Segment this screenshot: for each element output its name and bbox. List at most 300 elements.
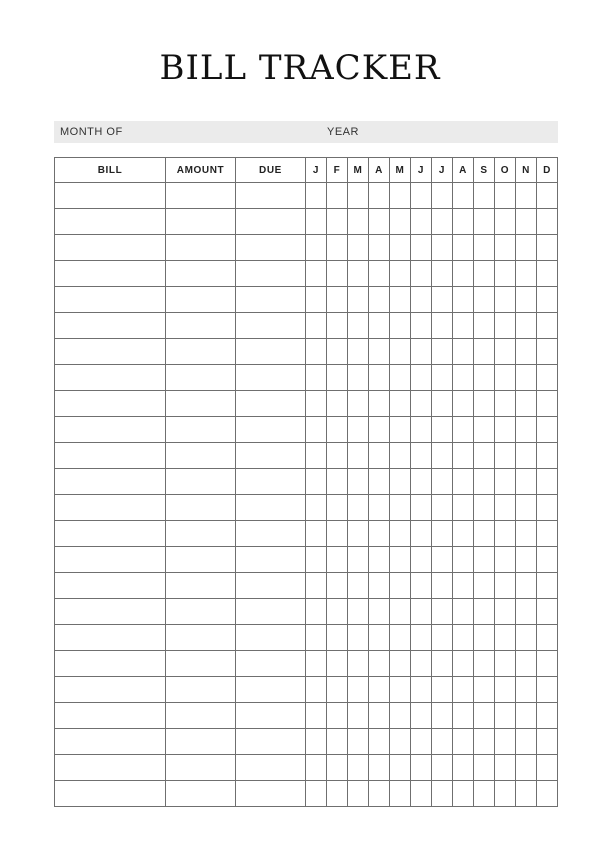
may-check-cell[interactable]: [390, 651, 411, 677]
feb-check-cell[interactable]: [327, 183, 348, 209]
jun-check-cell[interactable]: [411, 625, 432, 651]
due-cell[interactable]: [236, 365, 306, 391]
amount-cell[interactable]: [166, 287, 236, 313]
mar-check-cell[interactable]: [348, 313, 369, 339]
apr-check-cell[interactable]: [369, 521, 390, 547]
mar-check-cell[interactable]: [348, 495, 369, 521]
jan-check-cell[interactable]: [306, 599, 327, 625]
amount-cell[interactable]: [166, 261, 236, 287]
jun-check-cell[interactable]: [411, 365, 432, 391]
feb-check-cell[interactable]: [327, 339, 348, 365]
jun-check-cell[interactable]: [411, 183, 432, 209]
oct-check-cell[interactable]: [495, 339, 516, 365]
apr-check-cell[interactable]: [369, 573, 390, 599]
jun-check-cell[interactable]: [411, 573, 432, 599]
may-check-cell[interactable]: [390, 703, 411, 729]
feb-check-cell[interactable]: [327, 495, 348, 521]
jun-check-cell[interactable]: [411, 287, 432, 313]
nov-check-cell[interactable]: [516, 417, 537, 443]
sep-check-cell[interactable]: [474, 261, 495, 287]
nov-check-cell[interactable]: [516, 287, 537, 313]
nov-check-cell[interactable]: [516, 729, 537, 755]
aug-check-cell[interactable]: [453, 495, 474, 521]
feb-check-cell[interactable]: [327, 417, 348, 443]
amount-cell[interactable]: [166, 209, 236, 235]
bill-cell[interactable]: [55, 599, 166, 625]
bill-cell[interactable]: [55, 365, 166, 391]
mar-check-cell[interactable]: [348, 391, 369, 417]
jul-check-cell[interactable]: [432, 677, 453, 703]
jul-check-cell[interactable]: [432, 313, 453, 339]
amount-cell[interactable]: [166, 235, 236, 261]
jul-check-cell[interactable]: [432, 625, 453, 651]
jul-check-cell[interactable]: [432, 547, 453, 573]
feb-check-cell[interactable]: [327, 625, 348, 651]
may-check-cell[interactable]: [390, 339, 411, 365]
may-check-cell[interactable]: [390, 599, 411, 625]
may-check-cell[interactable]: [390, 183, 411, 209]
bill-cell[interactable]: [55, 547, 166, 573]
dec-check-cell[interactable]: [537, 391, 558, 417]
jul-check-cell[interactable]: [432, 573, 453, 599]
jul-check-cell[interactable]: [432, 651, 453, 677]
bill-cell[interactable]: [55, 651, 166, 677]
feb-check-cell[interactable]: [327, 677, 348, 703]
sep-check-cell[interactable]: [474, 391, 495, 417]
oct-check-cell[interactable]: [495, 755, 516, 781]
jan-check-cell[interactable]: [306, 443, 327, 469]
jan-check-cell[interactable]: [306, 677, 327, 703]
jun-check-cell[interactable]: [411, 677, 432, 703]
feb-check-cell[interactable]: [327, 313, 348, 339]
aug-check-cell[interactable]: [453, 677, 474, 703]
due-cell[interactable]: [236, 235, 306, 261]
aug-check-cell[interactable]: [453, 781, 474, 807]
jun-check-cell[interactable]: [411, 495, 432, 521]
aug-check-cell[interactable]: [453, 183, 474, 209]
jul-check-cell[interactable]: [432, 235, 453, 261]
amount-cell[interactable]: [166, 573, 236, 599]
apr-check-cell[interactable]: [369, 729, 390, 755]
aug-check-cell[interactable]: [453, 651, 474, 677]
jun-check-cell[interactable]: [411, 651, 432, 677]
due-cell[interactable]: [236, 781, 306, 807]
jul-check-cell[interactable]: [432, 521, 453, 547]
amount-cell[interactable]: [166, 625, 236, 651]
bill-cell[interactable]: [55, 755, 166, 781]
jan-check-cell[interactable]: [306, 547, 327, 573]
mar-check-cell[interactable]: [348, 547, 369, 573]
dec-check-cell[interactable]: [537, 469, 558, 495]
jun-check-cell[interactable]: [411, 209, 432, 235]
sep-check-cell[interactable]: [474, 625, 495, 651]
sep-check-cell[interactable]: [474, 599, 495, 625]
due-cell[interactable]: [236, 443, 306, 469]
dec-check-cell[interactable]: [537, 703, 558, 729]
sep-check-cell[interactable]: [474, 365, 495, 391]
may-check-cell[interactable]: [390, 235, 411, 261]
aug-check-cell[interactable]: [453, 339, 474, 365]
jun-check-cell[interactable]: [411, 391, 432, 417]
jan-check-cell[interactable]: [306, 287, 327, 313]
mar-check-cell[interactable]: [348, 573, 369, 599]
aug-check-cell[interactable]: [453, 209, 474, 235]
dec-check-cell[interactable]: [537, 417, 558, 443]
amount-cell[interactable]: [166, 443, 236, 469]
apr-check-cell[interactable]: [369, 599, 390, 625]
feb-check-cell[interactable]: [327, 547, 348, 573]
dec-check-cell[interactable]: [537, 443, 558, 469]
due-cell[interactable]: [236, 651, 306, 677]
dec-check-cell[interactable]: [537, 209, 558, 235]
jul-check-cell[interactable]: [432, 729, 453, 755]
jul-check-cell[interactable]: [432, 417, 453, 443]
oct-check-cell[interactable]: [495, 313, 516, 339]
jan-check-cell[interactable]: [306, 625, 327, 651]
may-check-cell[interactable]: [390, 287, 411, 313]
bill-cell[interactable]: [55, 391, 166, 417]
amount-cell[interactable]: [166, 703, 236, 729]
nov-check-cell[interactable]: [516, 495, 537, 521]
jul-check-cell[interactable]: [432, 391, 453, 417]
jun-check-cell[interactable]: [411, 547, 432, 573]
jan-check-cell[interactable]: [306, 495, 327, 521]
sep-check-cell[interactable]: [474, 651, 495, 677]
jan-check-cell[interactable]: [306, 755, 327, 781]
nov-check-cell[interactable]: [516, 183, 537, 209]
oct-check-cell[interactable]: [495, 261, 516, 287]
aug-check-cell[interactable]: [453, 703, 474, 729]
feb-check-cell[interactable]: [327, 755, 348, 781]
jun-check-cell[interactable]: [411, 781, 432, 807]
mar-check-cell[interactable]: [348, 521, 369, 547]
feb-check-cell[interactable]: [327, 391, 348, 417]
mar-check-cell[interactable]: [348, 365, 369, 391]
bill-cell[interactable]: [55, 417, 166, 443]
nov-check-cell[interactable]: [516, 209, 537, 235]
jun-check-cell[interactable]: [411, 599, 432, 625]
jun-check-cell[interactable]: [411, 339, 432, 365]
jul-check-cell[interactable]: [432, 365, 453, 391]
sep-check-cell[interactable]: [474, 339, 495, 365]
jan-check-cell[interactable]: [306, 365, 327, 391]
amount-cell[interactable]: [166, 339, 236, 365]
oct-check-cell[interactable]: [495, 391, 516, 417]
amount-cell[interactable]: [166, 651, 236, 677]
nov-check-cell[interactable]: [516, 339, 537, 365]
apr-check-cell[interactable]: [369, 261, 390, 287]
oct-check-cell[interactable]: [495, 209, 516, 235]
oct-check-cell[interactable]: [495, 521, 516, 547]
mar-check-cell[interactable]: [348, 469, 369, 495]
may-check-cell[interactable]: [390, 495, 411, 521]
jan-check-cell[interactable]: [306, 235, 327, 261]
jan-check-cell[interactable]: [306, 573, 327, 599]
mar-check-cell[interactable]: [348, 599, 369, 625]
bill-cell[interactable]: [55, 625, 166, 651]
year-label[interactable]: YEAR: [327, 126, 359, 138]
jun-check-cell[interactable]: [411, 755, 432, 781]
bill-cell[interactable]: [55, 729, 166, 755]
amount-cell[interactable]: [166, 729, 236, 755]
amount-cell[interactable]: [166, 417, 236, 443]
nov-check-cell[interactable]: [516, 235, 537, 261]
jun-check-cell[interactable]: [411, 235, 432, 261]
oct-check-cell[interactable]: [495, 417, 516, 443]
dec-check-cell[interactable]: [537, 261, 558, 287]
bill-cell[interactable]: [55, 469, 166, 495]
feb-check-cell[interactable]: [327, 729, 348, 755]
may-check-cell[interactable]: [390, 469, 411, 495]
jan-check-cell[interactable]: [306, 651, 327, 677]
oct-check-cell[interactable]: [495, 547, 516, 573]
due-cell[interactable]: [236, 677, 306, 703]
feb-check-cell[interactable]: [327, 781, 348, 807]
jan-check-cell[interactable]: [306, 729, 327, 755]
may-check-cell[interactable]: [390, 313, 411, 339]
jul-check-cell[interactable]: [432, 183, 453, 209]
amount-cell[interactable]: [166, 313, 236, 339]
aug-check-cell[interactable]: [453, 521, 474, 547]
may-check-cell[interactable]: [390, 677, 411, 703]
jan-check-cell[interactable]: [306, 417, 327, 443]
jul-check-cell[interactable]: [432, 469, 453, 495]
sep-check-cell[interactable]: [474, 573, 495, 599]
sep-check-cell[interactable]: [474, 183, 495, 209]
apr-check-cell[interactable]: [369, 469, 390, 495]
dec-check-cell[interactable]: [537, 365, 558, 391]
oct-check-cell[interactable]: [495, 495, 516, 521]
oct-check-cell[interactable]: [495, 235, 516, 261]
oct-check-cell[interactable]: [495, 573, 516, 599]
jul-check-cell[interactable]: [432, 209, 453, 235]
may-check-cell[interactable]: [390, 547, 411, 573]
bill-cell[interactable]: [55, 313, 166, 339]
dec-check-cell[interactable]: [537, 573, 558, 599]
apr-check-cell[interactable]: [369, 755, 390, 781]
mar-check-cell[interactable]: [348, 235, 369, 261]
jun-check-cell[interactable]: [411, 313, 432, 339]
nov-check-cell[interactable]: [516, 365, 537, 391]
jan-check-cell[interactable]: [306, 261, 327, 287]
jul-check-cell[interactable]: [432, 495, 453, 521]
bill-cell[interactable]: [55, 521, 166, 547]
mar-check-cell[interactable]: [348, 443, 369, 469]
feb-check-cell[interactable]: [327, 651, 348, 677]
feb-check-cell[interactable]: [327, 599, 348, 625]
aug-check-cell[interactable]: [453, 417, 474, 443]
bill-cell[interactable]: [55, 261, 166, 287]
oct-check-cell[interactable]: [495, 183, 516, 209]
jul-check-cell[interactable]: [432, 599, 453, 625]
mar-check-cell[interactable]: [348, 755, 369, 781]
mar-check-cell[interactable]: [348, 625, 369, 651]
oct-check-cell[interactable]: [495, 651, 516, 677]
dec-check-cell[interactable]: [537, 313, 558, 339]
apr-check-cell[interactable]: [369, 365, 390, 391]
aug-check-cell[interactable]: [453, 625, 474, 651]
due-cell[interactable]: [236, 339, 306, 365]
dec-check-cell[interactable]: [537, 495, 558, 521]
mar-check-cell[interactable]: [348, 781, 369, 807]
dec-check-cell[interactable]: [537, 625, 558, 651]
due-cell[interactable]: [236, 417, 306, 443]
feb-check-cell[interactable]: [327, 703, 348, 729]
aug-check-cell[interactable]: [453, 365, 474, 391]
apr-check-cell[interactable]: [369, 443, 390, 469]
dec-check-cell[interactable]: [537, 599, 558, 625]
sep-check-cell[interactable]: [474, 547, 495, 573]
may-check-cell[interactable]: [390, 625, 411, 651]
amount-cell[interactable]: [166, 365, 236, 391]
mar-check-cell[interactable]: [348, 209, 369, 235]
jun-check-cell[interactable]: [411, 443, 432, 469]
apr-check-cell[interactable]: [369, 287, 390, 313]
may-check-cell[interactable]: [390, 391, 411, 417]
jan-check-cell[interactable]: [306, 521, 327, 547]
due-cell[interactable]: [236, 547, 306, 573]
due-cell[interactable]: [236, 521, 306, 547]
may-check-cell[interactable]: [390, 573, 411, 599]
bill-cell[interactable]: [55, 443, 166, 469]
dec-check-cell[interactable]: [537, 183, 558, 209]
oct-check-cell[interactable]: [495, 625, 516, 651]
aug-check-cell[interactable]: [453, 287, 474, 313]
due-cell[interactable]: [236, 183, 306, 209]
jul-check-cell[interactable]: [432, 703, 453, 729]
mar-check-cell[interactable]: [348, 651, 369, 677]
bill-cell[interactable]: [55, 183, 166, 209]
apr-check-cell[interactable]: [369, 313, 390, 339]
aug-check-cell[interactable]: [453, 755, 474, 781]
jun-check-cell[interactable]: [411, 521, 432, 547]
mar-check-cell[interactable]: [348, 677, 369, 703]
dec-check-cell[interactable]: [537, 651, 558, 677]
sep-check-cell[interactable]: [474, 781, 495, 807]
feb-check-cell[interactable]: [327, 261, 348, 287]
feb-check-cell[interactable]: [327, 573, 348, 599]
jan-check-cell[interactable]: [306, 703, 327, 729]
apr-check-cell[interactable]: [369, 417, 390, 443]
bill-cell[interactable]: [55, 677, 166, 703]
apr-check-cell[interactable]: [369, 677, 390, 703]
nov-check-cell[interactable]: [516, 391, 537, 417]
mar-check-cell[interactable]: [348, 339, 369, 365]
nov-check-cell[interactable]: [516, 443, 537, 469]
sep-check-cell[interactable]: [474, 495, 495, 521]
due-cell[interactable]: [236, 625, 306, 651]
jun-check-cell[interactable]: [411, 729, 432, 755]
mar-check-cell[interactable]: [348, 183, 369, 209]
dec-check-cell[interactable]: [537, 287, 558, 313]
sep-check-cell[interactable]: [474, 521, 495, 547]
apr-check-cell[interactable]: [369, 547, 390, 573]
dec-check-cell[interactable]: [537, 781, 558, 807]
oct-check-cell[interactable]: [495, 469, 516, 495]
due-cell[interactable]: [236, 313, 306, 339]
nov-check-cell[interactable]: [516, 599, 537, 625]
due-cell[interactable]: [236, 261, 306, 287]
feb-check-cell[interactable]: [327, 287, 348, 313]
oct-check-cell[interactable]: [495, 287, 516, 313]
jun-check-cell[interactable]: [411, 417, 432, 443]
may-check-cell[interactable]: [390, 261, 411, 287]
sep-check-cell[interactable]: [474, 417, 495, 443]
dec-check-cell[interactable]: [537, 339, 558, 365]
nov-check-cell[interactable]: [516, 313, 537, 339]
mar-check-cell[interactable]: [348, 287, 369, 313]
jun-check-cell[interactable]: [411, 261, 432, 287]
oct-check-cell[interactable]: [495, 677, 516, 703]
amount-cell[interactable]: [166, 677, 236, 703]
oct-check-cell[interactable]: [495, 599, 516, 625]
amount-cell[interactable]: [166, 391, 236, 417]
bill-cell[interactable]: [55, 573, 166, 599]
nov-check-cell[interactable]: [516, 755, 537, 781]
due-cell[interactable]: [236, 209, 306, 235]
aug-check-cell[interactable]: [453, 469, 474, 495]
feb-check-cell[interactable]: [327, 209, 348, 235]
apr-check-cell[interactable]: [369, 391, 390, 417]
sep-check-cell[interactable]: [474, 443, 495, 469]
sep-check-cell[interactable]: [474, 703, 495, 729]
aug-check-cell[interactable]: [453, 235, 474, 261]
feb-check-cell[interactable]: [327, 365, 348, 391]
apr-check-cell[interactable]: [369, 651, 390, 677]
jul-check-cell[interactable]: [432, 443, 453, 469]
jul-check-cell[interactable]: [432, 781, 453, 807]
due-cell[interactable]: [236, 469, 306, 495]
dec-check-cell[interactable]: [537, 677, 558, 703]
aug-check-cell[interactable]: [453, 443, 474, 469]
aug-check-cell[interactable]: [453, 573, 474, 599]
aug-check-cell[interactable]: [453, 313, 474, 339]
jan-check-cell[interactable]: [306, 781, 327, 807]
sep-check-cell[interactable]: [474, 235, 495, 261]
jul-check-cell[interactable]: [432, 261, 453, 287]
sep-check-cell[interactable]: [474, 677, 495, 703]
may-check-cell[interactable]: [390, 417, 411, 443]
nov-check-cell[interactable]: [516, 625, 537, 651]
apr-check-cell[interactable]: [369, 495, 390, 521]
may-check-cell[interactable]: [390, 365, 411, 391]
apr-check-cell[interactable]: [369, 183, 390, 209]
bill-cell[interactable]: [55, 703, 166, 729]
oct-check-cell[interactable]: [495, 443, 516, 469]
nov-check-cell[interactable]: [516, 547, 537, 573]
sep-check-cell[interactable]: [474, 287, 495, 313]
sep-check-cell[interactable]: [474, 313, 495, 339]
mar-check-cell[interactable]: [348, 417, 369, 443]
jan-check-cell[interactable]: [306, 469, 327, 495]
amount-cell[interactable]: [166, 781, 236, 807]
sep-check-cell[interactable]: [474, 755, 495, 781]
due-cell[interactable]: [236, 755, 306, 781]
jan-check-cell[interactable]: [306, 339, 327, 365]
mar-check-cell[interactable]: [348, 729, 369, 755]
mar-check-cell[interactable]: [348, 261, 369, 287]
jun-check-cell[interactable]: [411, 703, 432, 729]
oct-check-cell[interactable]: [495, 365, 516, 391]
due-cell[interactable]: [236, 599, 306, 625]
nov-check-cell[interactable]: [516, 469, 537, 495]
oct-check-cell[interactable]: [495, 781, 516, 807]
due-cell[interactable]: [236, 573, 306, 599]
bill-cell[interactable]: [55, 781, 166, 807]
nov-check-cell[interactable]: [516, 651, 537, 677]
jul-check-cell[interactable]: [432, 755, 453, 781]
oct-check-cell[interactable]: [495, 703, 516, 729]
